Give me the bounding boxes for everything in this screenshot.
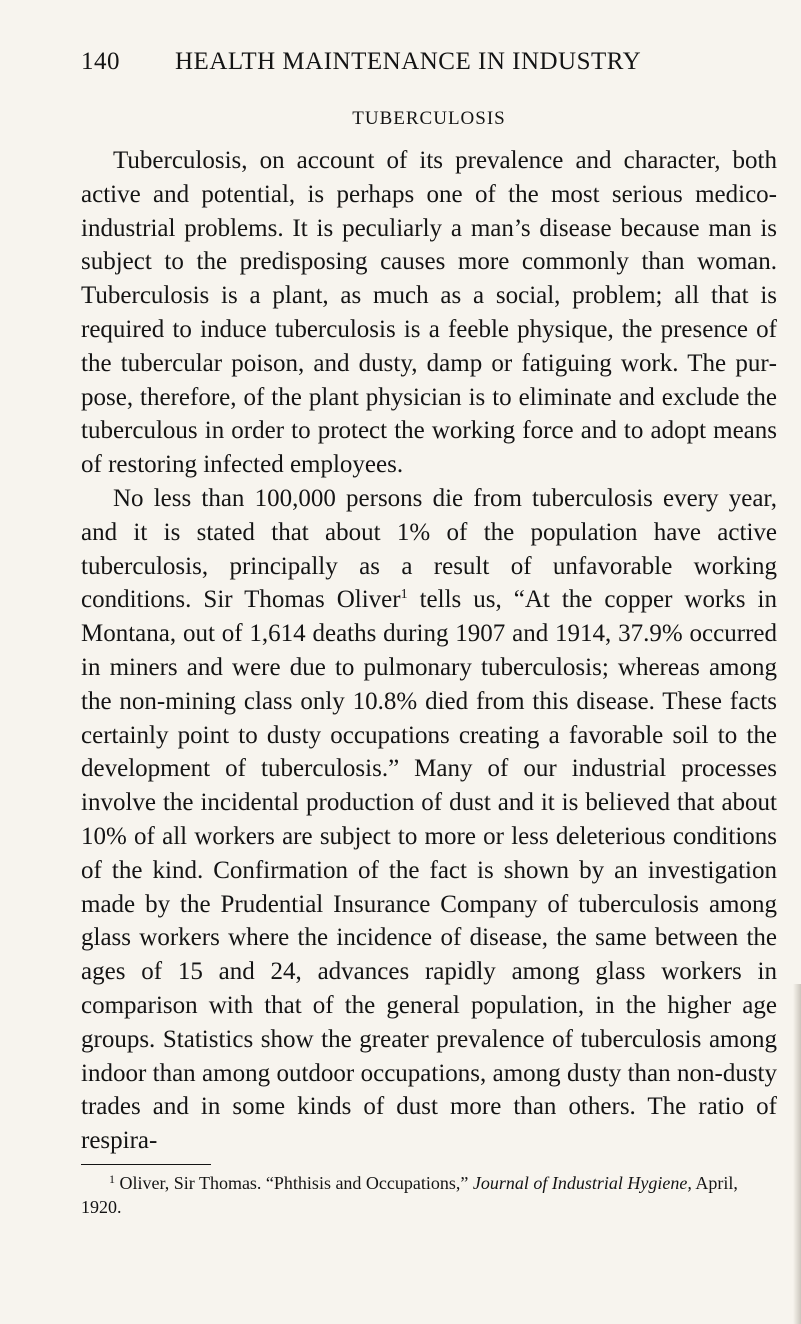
section-heading: TUBERCULOSIS <box>352 108 506 129</box>
running-title: HEALTH MAINTENANCE IN INDUSTRY <box>175 48 642 75</box>
footnote-date: April, 1920. <box>81 1172 738 1217</box>
page-number: 140 <box>81 48 120 75</box>
running-head <box>81 48 777 88</box>
footnote-text: Oliver, Sir Thomas. “Phthisis and Occupations,” <box>115 1172 473 1193</box>
paragraph-2-text-after-ref: tells us, “At the copper works in Montana, out of 1,614 deaths during 1907 and 1914, 37.9% occurred in miners and were due to pulmonary tuberculosis; whereas among the non-mining class only 10.8% died from this disease. These facts certainly point to dusty occupations creating a favorable soil to the development of tuberculosis.” Many of our industrial processes involve the incidental production of dust and it is believed that about 10% of all workers are subject to more or less deleterious conditions of the kind. Confirmation of the fact is shown by an investigation made by the Prudential Insurance Company of tuberculosis among glass workers where the incidence of disease, the same between the ages of 15 and 24, advances rapidly among glass workers in comparison with that of the general population, in the higher age groups. Statistics show the greater prevalence of tuberculosis among indoor than among outdoor occupations, among dusty than non-dusty trades and in some kinds of dust more than others. The ratio of respira- <box>81 586 777 1155</box>
footnote <box>81 1171 777 1219</box>
paragraph-1: Tuberculosis, on account of its prevalence and character, both active and potential, is perhaps one of the most serious medico-industrial problems. It is peculiarly a man’s disease because man is subject to the predisposing causes more commonly than woman. Tuberculosis is a plant, as much as a social, problem; all that is required to induce tuberculosis is a feeble physique, the presence of the tubercular poison, and dusty, damp or fatiguing work. The purpose, therefore, of the plant physician is to eliminate and exclude the tuberculous in order to protect the working force and to adopt means of restoring infected employees. <box>81 147 777 479</box>
footnote-reference: 1 <box>400 587 408 603</box>
paragraph-2 <box>81 482 777 1158</box>
paragraph-2-text-before-ref: No less than 100,000 persons die from tuberculosis every year, and it is stated that about 1% of the population have active tuberculosis, principally as a result of unfavorable working conditions. Sir Thomas Oliver <box>81 484 777 614</box>
scan-edge-shadow <box>793 984 801 1324</box>
book-page <box>81 48 777 1219</box>
footnote-journal-title: Journal of Industrial Hygiene, <box>472 1172 692 1193</box>
footnote-divider <box>81 1164 211 1165</box>
footnote-marker: 1 <box>109 1171 115 1186</box>
